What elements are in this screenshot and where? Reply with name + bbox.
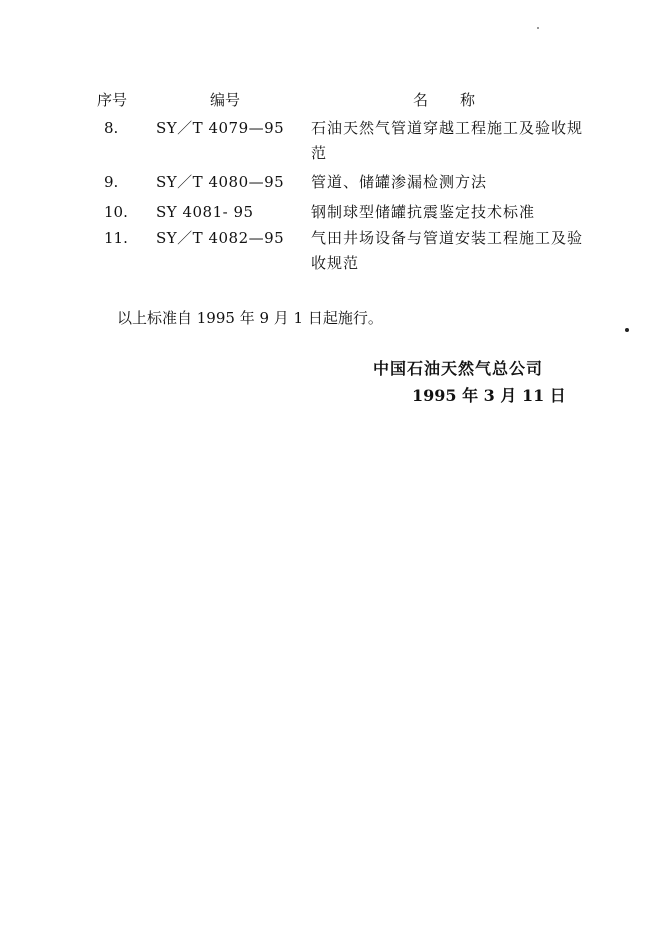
row-seq: 10. bbox=[104, 203, 128, 221]
row-name: 管道、储罐渗漏检测方法 bbox=[311, 173, 488, 191]
row-name: 石油天然气管道穿越工程施工及验收规范 bbox=[311, 119, 584, 162]
row-code: SY／T 4082—95 bbox=[156, 229, 285, 247]
header-name: 名称 bbox=[413, 91, 508, 109]
header-seq: 序号 bbox=[97, 91, 128, 109]
effective-date-note: 以上标准自 1995 年 9 月 1 日起施行。 bbox=[117, 309, 383, 327]
header-code: 编号 bbox=[210, 91, 241, 109]
row-name: 气田井场设备与管道安装工程施工及验收规范 bbox=[311, 229, 584, 272]
row-seq: 9. bbox=[104, 173, 119, 191]
signature-date: 1995 年 3 月 11 日 bbox=[412, 386, 566, 405]
scan-speck bbox=[625, 328, 629, 332]
row-code: SY 4081- 95 bbox=[156, 203, 254, 221]
row-name: 钢制球型储罐抗震鉴定技术标准 bbox=[311, 203, 536, 221]
row-seq: 8. bbox=[104, 119, 119, 137]
row-code: SY／T 4079—95 bbox=[156, 119, 285, 137]
signature-organization: 中国石油天然气总公司 bbox=[373, 359, 544, 378]
row-code: SY／T 4080—95 bbox=[156, 173, 285, 191]
scan-speck bbox=[537, 27, 539, 29]
row-seq: 11. bbox=[104, 229, 128, 247]
